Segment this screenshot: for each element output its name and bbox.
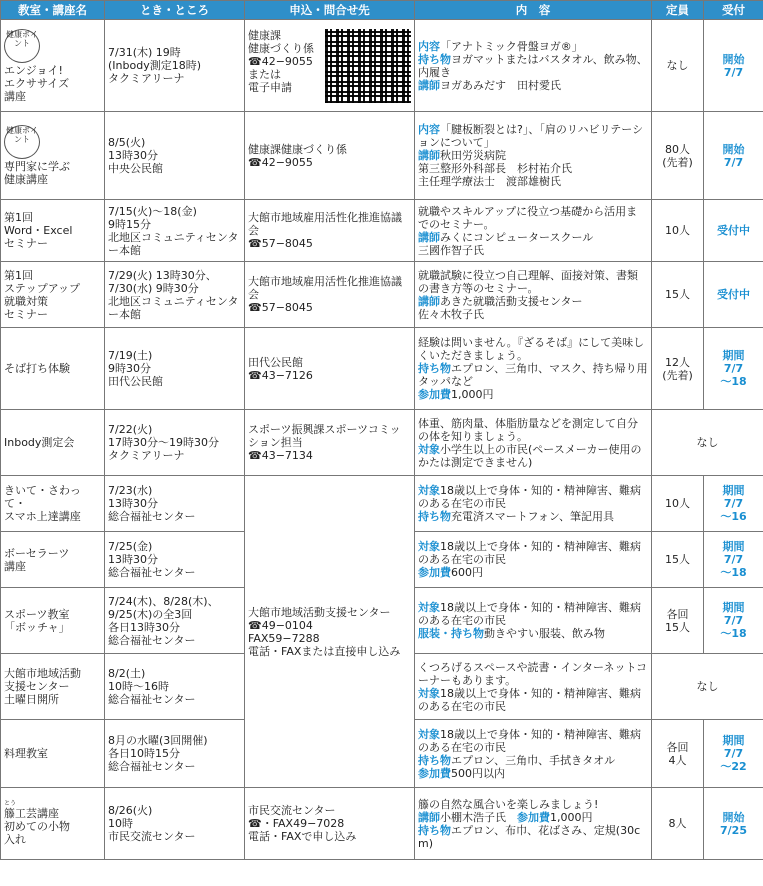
capacity: 80人 (先着) [652, 112, 704, 200]
contact: 大館市地域雇用活性化推進協議会 ☎57−8045 [245, 262, 415, 328]
content: 就職やスキルアップに役立つ基礎から活用までのセミナー。 講師みくにコンピュータースクール 三國作智子氏 [415, 200, 652, 262]
when-where: 7/31(木) 19時 (Inbody測定18時) タクミアリーナ [105, 20, 245, 112]
content: 経験は問いません。『ざるそば』にして美味しくいただきましょう。 持ち物エプロン、三角巾、マスク、持ち帰り用タッパなど 参加費1,000円 [415, 328, 652, 410]
reception: 受付中 [704, 262, 763, 328]
reception: 期間 7/7 〜18 [704, 532, 763, 588]
content: 対象18歳以上で身体・知的・精神障害、難病のある在宅の市民 服装・持ち物動きやすい服装、飲み物 [415, 588, 652, 654]
course-name: 健康ポイント 専門家に学ぶ 健康講座 [1, 112, 105, 200]
course-name: きいて・さわって・ スマホ上達講座 [1, 476, 105, 532]
table-row [1, 410, 763, 476]
course-name: 第1回 ステップアップ 就職対策 セミナー [1, 262, 105, 328]
when-where: 8/2(土) 10時〜16時 総合福祉センター [105, 654, 245, 720]
table-row [1, 262, 763, 328]
content: 就職試験に役立つ自己理解、面接対策、書類の書き方等のセミナー。 講師あきた就職活動支援センター 佐々木牧子氏 [415, 262, 652, 328]
when-where: 7/25(金) 13時30分 総合福祉センター [105, 532, 245, 588]
reception: 開始 7/7 [704, 20, 763, 112]
content: 対象18歳以上で身体・知的・精神障害、難病のある在宅の市民 持ち物エプロン、三角巾、手拭きタオル 参加費500円以内 [415, 720, 652, 788]
course-name: そば打ち体験 [1, 328, 105, 410]
capacity: 12人 (先着) [652, 328, 704, 410]
reception: 開始 7/25 [704, 788, 763, 860]
table-row [1, 20, 763, 112]
content: 体重、筋肉量、体脂肪量などを測定して自分の体を知りましょう。 対象小学生以上の市民(ペースメーカー使用のかたは測定できません) [415, 410, 652, 476]
header-content: 内 容 [415, 1, 652, 20]
table-row [1, 328, 763, 410]
when-where: 8/5(火) 13時30分 中央公民館 [105, 112, 245, 200]
course-name: スポーツ教室 「ボッチャ」 [1, 588, 105, 654]
course-name: 健康ポイント エンジョイ! エクササイズ 講座 [1, 20, 105, 112]
capacity: 15人 [652, 532, 704, 588]
contact: 田代公民館 ☎43−7126 [245, 328, 415, 410]
course-name: ボーセラーツ 講座 [1, 532, 105, 588]
when-where: 7/23(水) 13時30分 総合福祉センター [105, 476, 245, 532]
course-name: 大館市地域活動 支援センター 土曜日開所 [1, 654, 105, 720]
table-row [1, 112, 763, 200]
content: 内容「腱板断裂とは?」、「肩のリハビリテーションについて」 講師秋田労災病院 第三整形外科部長 杉村祐介氏 主任理学療法士 渡部雄樹氏 [415, 112, 652, 200]
health-point-icon: 健康ポイント [4, 29, 40, 63]
table-row [1, 788, 763, 860]
contact: スポーツ振興課スポーツコミッション担当 ☎43−7134 [245, 410, 415, 476]
header-name: 教室・講座名 [1, 1, 105, 20]
capacity: 10人 [652, 200, 704, 262]
contact: 健康課 健康づくり係 ☎42−9055 または 電子申請 [245, 20, 415, 112]
qr-code[interactable] [325, 29, 411, 103]
content: くつろげるスペースや読書・インターネットコーナーもあります。 対象18歳以上で身体・知的・精神障害、難病のある在宅の市民 [415, 654, 652, 720]
contact: 大館市地域雇用活性化推進協議会 ☎57−8045 [245, 200, 415, 262]
when-where: 7/22(火) 17時30分〜19時30分 タクミアリーナ [105, 410, 245, 476]
reception: 受付中 [704, 200, 763, 262]
course-name: 料理教室 [1, 720, 105, 788]
course-name: Inbody測定会 [1, 410, 105, 476]
content: 対象18歳以上で身体・知的・精神障害、難病のある在宅の市民 参加費600円 [415, 532, 652, 588]
table-row [1, 200, 763, 262]
capacity: 各回 15人 [652, 588, 704, 654]
contact: 市民交流センター ☎・FAX49−7028 電話・FAXで申し込み [245, 788, 415, 860]
health-point-icon: 健康ポイント [4, 125, 40, 159]
capacity: 10人 [652, 476, 704, 532]
reception: 期間 7/7 〜22 [704, 720, 763, 788]
course-name: 第1回 Word・Excel セミナー [1, 200, 105, 262]
reception: 期間 7/7 〜18 [704, 328, 763, 410]
header-reception: 受付 [704, 1, 763, 20]
contact: 健康課健康づくり係 ☎42−9055 [245, 112, 415, 200]
capacity: 15人 [652, 262, 704, 328]
reception: 開始 7/7 [704, 112, 763, 200]
content: 対象18歳以上で身体・知的・精神障害、難病のある在宅の市民 持ち物充電済スマートフォン、筆記用具 [415, 476, 652, 532]
table-row [1, 476, 763, 532]
shared-contact: 大館市地域活動支援センター ☎49−0104 FAX59−7288 電話・FAXまたは直接申し込み [245, 476, 415, 788]
capacity: 8人 [652, 788, 704, 860]
reception: 期間 7/7 〜16 [704, 476, 763, 532]
course-name: とう 籐工芸講座 初めての小物 入れ [1, 788, 105, 860]
header-capacity: 定員 [652, 1, 704, 20]
capacity: 各回 4人 [652, 720, 704, 788]
reception: 期間 7/7 〜18 [704, 588, 763, 654]
capacity: なし [652, 20, 704, 112]
content: 内容「アナトミック骨盤ヨガ®」 持ち物ヨガマットまたはバスタオル、飲み物、内履き 講師ヨガあみだす 田村愛氏 [415, 20, 652, 112]
header-row [1, 1, 763, 20]
when-where: 7/29(火) 13時30分、 7/30(水) 9時30分 北地区コミュニティセンター本館 [105, 262, 245, 328]
content: 籐の自然な風合いを楽しみましょう! 講師小棚木浩子氏 参加費1,000円 持ち物エプロン、布巾、花ばさみ、定規(30cm) [415, 788, 652, 860]
when-where: 8月の水曜(3回開催) 各日10時15分 総合福祉センター [105, 720, 245, 788]
when-where: 7/15(火)〜18(金) 9時15分 北地区コミュニティセンター本館 [105, 200, 245, 262]
when-where: 8/26(火) 10時 市民交流センター [105, 788, 245, 860]
when-where: 7/19(土) 9時30分 田代公民館 [105, 328, 245, 410]
capacity: なし [652, 654, 763, 720]
when-where: 7/24(木)、8/28(木)、 9/25(木)の全3回 各日13時30分 総合福祉センター [105, 588, 245, 654]
capacity: なし [652, 410, 763, 476]
header-contact: 申込・問合せ先 [245, 1, 415, 20]
header-when: とき・ところ [105, 1, 245, 20]
